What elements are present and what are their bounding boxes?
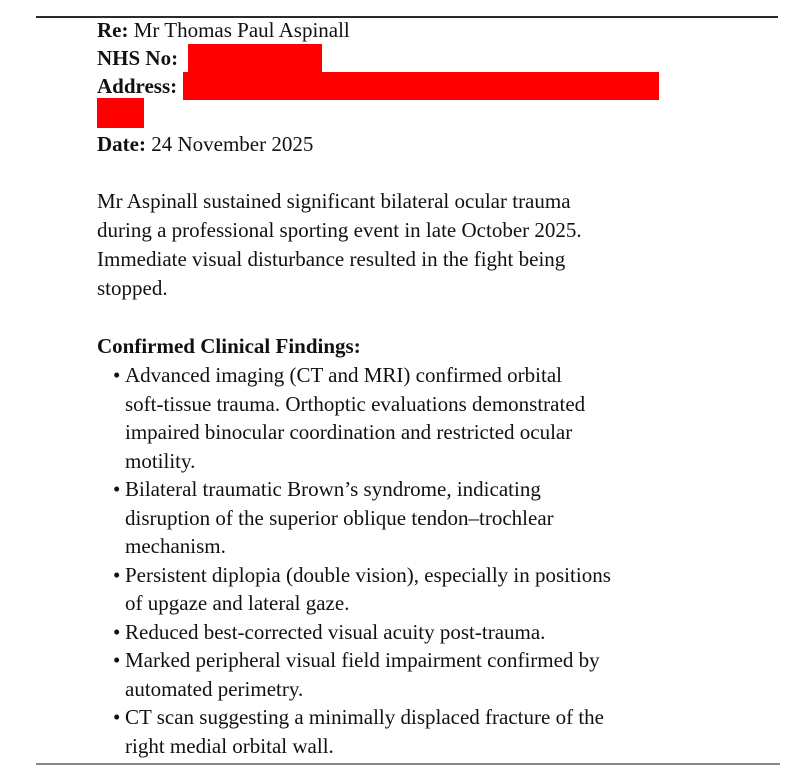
address-label: Address:: [97, 74, 178, 98]
nhs-number-redaction: [188, 44, 322, 72]
re-label: Re:: [97, 18, 129, 42]
finding-line: of upgaze and lateral gaze.: [125, 591, 350, 615]
list-item: [97, 618, 737, 647]
findings-list: [97, 361, 737, 760]
finding-line: disruption of the superior oblique tendon–trochlear: [125, 505, 554, 530]
finding-line: CT scan suggesting a minimally displaced fracture of the: [125, 705, 604, 729]
intro-line: Immediate visual disturbance resulted in the fight being: [97, 247, 566, 271]
finding-line: Advanced imaging (CT and MRI) confirmed orbital: [125, 363, 563, 387]
finding-line: Persistent diplopia (double vision), especially in positions: [125, 562, 611, 587]
date-line: [97, 129, 737, 159]
finding-line: soft-tissue trauma. Orthoptic evaluations demonstrated: [125, 391, 586, 416]
bullet-icon: •: [113, 363, 121, 387]
intro-paragraph: [97, 187, 677, 303]
finding-line: Bilateral traumatic Brown’s syndrome, indicating: [125, 477, 541, 501]
address-redaction: [183, 72, 659, 100]
list-item: [97, 475, 737, 561]
date-value: 24 November 2025: [151, 132, 314, 156]
bullet-icon: •: [113, 562, 121, 587]
bullet-icon: •: [113, 648, 121, 672]
intro-line: stopped.: [97, 276, 168, 300]
intro-line: during a professional sporting event in late October 2025.: [97, 218, 582, 242]
patient-name: Mr Thomas Paul Aspinall: [133, 18, 350, 42]
intro-line: Mr Aspinall sustained significant bilateral ocular trauma: [97, 189, 571, 213]
address-line: [97, 72, 737, 100]
finding-line: mechanism.: [125, 534, 226, 558]
address-redaction-continued: [97, 98, 144, 128]
findings-heading: Confirmed Clinical Findings:: [97, 334, 361, 358]
finding-line: Reduced best-corrected visual acuity post-trauma.: [125, 619, 546, 644]
date-label: Date:: [97, 132, 146, 156]
bullet-icon: •: [113, 705, 121, 729]
finding-line: motility.: [125, 448, 196, 473]
list-item: [97, 646, 737, 703]
bullet-icon: •: [113, 477, 121, 501]
list-item: [97, 703, 737, 760]
bottom-divider: [36, 763, 780, 765]
medical-letter: [97, 16, 737, 760]
bullet-icon: •: [113, 619, 121, 644]
re-line: [97, 16, 737, 44]
nhs-line: [97, 44, 737, 72]
finding-line: impaired binocular coordination and restricted ocular: [125, 420, 573, 444]
finding-line: automated perimetry.: [125, 676, 304, 701]
list-item: [97, 361, 737, 475]
finding-line: right medial orbital wall.: [125, 733, 334, 758]
finding-line: Marked peripheral visual field impairment confirmed by: [125, 648, 600, 672]
nhs-label: NHS No:: [97, 46, 179, 70]
list-item: [97, 561, 737, 618]
